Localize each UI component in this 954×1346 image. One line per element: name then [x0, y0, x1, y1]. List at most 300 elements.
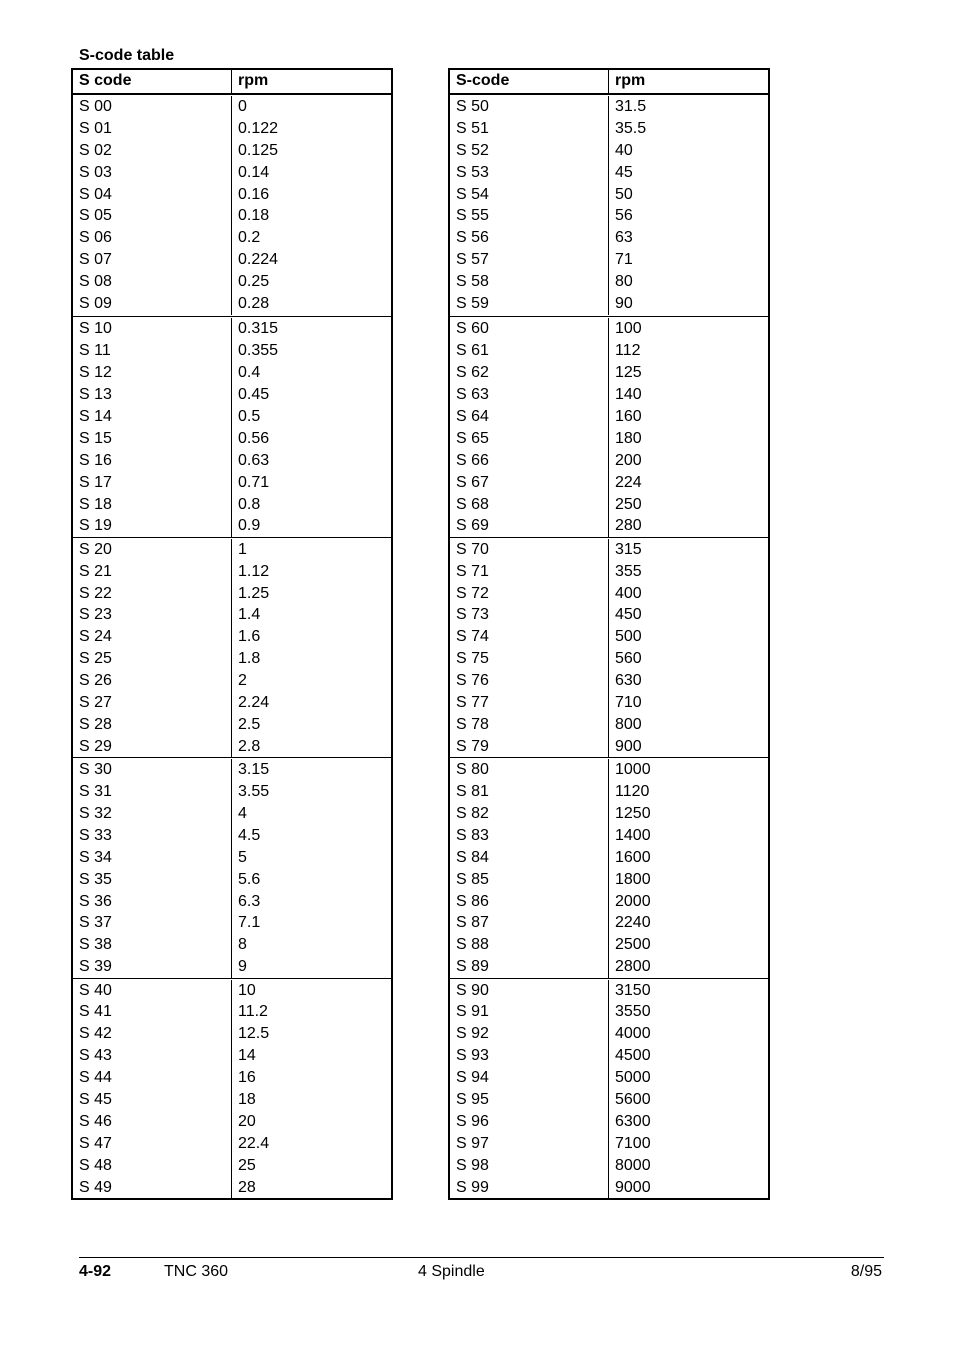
s-code-cell: S 94 — [450, 1067, 609, 1089]
s-code-cell: S 16 — [73, 450, 232, 472]
rpm-cell: 0.14 — [238, 163, 270, 181]
s-code-cell: S 54 — [450, 184, 609, 206]
table-row — [450, 1023, 768, 1045]
rpm-cell: 1400 — [615, 826, 651, 844]
rpm-cell: 0.4 — [238, 364, 261, 382]
s-code-cell: S 47 — [73, 1133, 232, 1155]
rpm-cell: 2.24 — [238, 694, 270, 712]
s-code-cell: S 34 — [73, 847, 232, 869]
row-group — [73, 757, 391, 977]
rpm-cell: 28 — [238, 1178, 256, 1196]
table-row — [73, 912, 391, 934]
rpm-cell: 5600 — [615, 1091, 651, 1109]
rpm-cell: 0.63 — [238, 451, 270, 469]
rpm-cell: 2.8 — [238, 737, 261, 755]
s-code-cell: S 46 — [73, 1111, 232, 1133]
s-code-cell: S 45 — [73, 1089, 232, 1111]
footer-divider — [79, 1257, 884, 1258]
s-code-cell: S 17 — [73, 472, 232, 494]
table-row — [73, 249, 391, 271]
s-code-cell: S 26 — [73, 670, 232, 692]
table-row — [450, 205, 768, 227]
table-row — [73, 847, 391, 869]
s-code-cell: S 79 — [450, 736, 609, 758]
rpm-cell: 0 — [238, 98, 247, 115]
rpm-cell: 1.25 — [238, 584, 270, 602]
table-row — [73, 1001, 391, 1023]
table-row — [450, 1089, 768, 1111]
rpm-cell: 1600 — [615, 848, 651, 866]
rpm-cell: 12.5 — [238, 1025, 270, 1043]
rpm-cell: 80 — [615, 273, 633, 291]
table-row — [73, 626, 391, 648]
row-group — [450, 96, 768, 316]
s-code-table-left — [71, 68, 393, 1200]
rpm-cell: 0.25 — [238, 273, 270, 291]
table-row — [73, 980, 391, 1002]
row-group — [73, 96, 391, 316]
s-code-cell: S 36 — [73, 891, 232, 913]
rpm-cell: 560 — [615, 650, 642, 668]
table-row — [450, 912, 768, 934]
table-row — [450, 1111, 768, 1133]
s-code-cell: S 30 — [73, 759, 232, 781]
table-row — [73, 450, 391, 472]
rpm-cell: 710 — [615, 694, 642, 712]
table-row — [450, 561, 768, 583]
rpm-cell: 1120 — [615, 783, 650, 801]
rpm-cell: 800 — [615, 715, 642, 733]
rpm-cell: 0.18 — [238, 207, 270, 225]
row-group — [73, 978, 391, 1198]
rpm-cell: 0.28 — [238, 295, 270, 313]
s-code-cell: S 61 — [450, 340, 609, 362]
s-code-cell: S 29 — [73, 736, 232, 758]
s-code-cell: S 19 — [73, 515, 232, 537]
rpm-cell: 160 — [615, 407, 642, 425]
table-row — [73, 736, 391, 758]
table-row — [73, 1155, 391, 1177]
s-code-cell: S 43 — [73, 1045, 232, 1067]
rpm-cell: 1.12 — [238, 562, 270, 580]
rpm-cell: 0.8 — [238, 495, 261, 513]
row-group — [450, 316, 768, 536]
s-code-cell: S 81 — [450, 781, 609, 803]
s-code-cell: S 33 — [73, 825, 232, 847]
rpm-cell: 14 — [238, 1047, 256, 1065]
rpm-cell: 0.56 — [238, 429, 270, 447]
table-row — [450, 140, 768, 162]
header-s-code: S-code — [450, 70, 609, 93]
rpm-cell: 2 — [238, 672, 247, 690]
table-row — [73, 604, 391, 626]
rpm-cell: 56 — [615, 207, 633, 225]
s-code-cell: S 09 — [73, 293, 232, 315]
table-row — [450, 956, 768, 978]
s-code-cell: S 05 — [73, 205, 232, 227]
s-code-cell: S 41 — [73, 1001, 232, 1023]
s-code-cell: S 63 — [450, 384, 609, 406]
table-row — [450, 869, 768, 891]
table-row — [73, 472, 391, 494]
s-code-cell: S 32 — [73, 803, 232, 825]
table-row — [450, 1067, 768, 1089]
rpm-cell: 2240 — [615, 914, 651, 932]
s-code-cell: S 65 — [450, 428, 609, 450]
table-row — [450, 162, 768, 184]
table-row — [73, 140, 391, 162]
rpm-cell: 4000 — [615, 1025, 651, 1043]
row-group — [450, 978, 768, 1198]
s-code-cell: S 44 — [73, 1067, 232, 1089]
footer-model: TNC 360 — [164, 1263, 229, 1280]
table-row — [450, 340, 768, 362]
s-code-cell: S 89 — [450, 956, 609, 978]
rpm-cell: 5 — [238, 848, 247, 866]
table-row — [73, 271, 391, 293]
s-code-table-right — [448, 68, 770, 1200]
rpm-cell: 0.315 — [238, 320, 279, 338]
table-row — [450, 184, 768, 206]
rpm-cell: 31.5 — [615, 98, 647, 115]
rpm-cell: 71 — [615, 251, 633, 269]
rpm-cell: 0.45 — [238, 386, 270, 404]
s-code-cell: S 99 — [450, 1177, 609, 1199]
table-row — [450, 384, 768, 406]
rpm-cell: 4500 — [615, 1047, 651, 1065]
table-row — [450, 781, 768, 803]
s-code-cell: S 03 — [73, 162, 232, 184]
table-row — [73, 803, 391, 825]
rpm-cell: 0.9 — [238, 517, 261, 535]
rpm-cell: 1800 — [615, 870, 651, 888]
table-row — [73, 648, 391, 670]
rpm-cell: 16 — [238, 1069, 256, 1087]
table-row — [450, 891, 768, 913]
table-row — [450, 362, 768, 384]
s-code-cell: S 84 — [450, 847, 609, 869]
s-code-cell: S 07 — [73, 249, 232, 271]
s-code-cell: S 73 — [450, 604, 609, 626]
rpm-cell: 3.55 — [238, 783, 270, 801]
rpm-cell: 400 — [615, 584, 642, 602]
s-code-cell: S 72 — [450, 583, 609, 605]
table-body — [450, 96, 768, 1198]
table-row — [73, 583, 391, 605]
s-code-cell: S 76 — [450, 670, 609, 692]
s-code-cell: S 04 — [73, 184, 232, 206]
s-code-cell: S 48 — [73, 1155, 232, 1177]
s-code-cell: S 02 — [73, 140, 232, 162]
s-code-cell: S 00 — [73, 96, 232, 118]
s-code-cell: S 12 — [73, 362, 232, 384]
s-code-cell: S 64 — [450, 406, 609, 428]
s-code-cell: S 24 — [73, 626, 232, 648]
rpm-cell: 1000 — [615, 761, 651, 779]
table-row — [450, 648, 768, 670]
rpm-cell: 6300 — [615, 1112, 651, 1130]
s-code-cell: S 90 — [450, 980, 609, 1002]
rpm-cell: 63 — [615, 229, 633, 247]
s-code-cell: S 37 — [73, 912, 232, 934]
table-row — [73, 318, 391, 340]
row-group — [450, 537, 768, 757]
s-code-cell: S 14 — [73, 406, 232, 428]
section-title: S-code table — [79, 47, 175, 64]
rpm-cell: 1250 — [615, 804, 651, 822]
table-row — [450, 583, 768, 605]
footer-date: 8/95 — [850, 1263, 882, 1280]
rpm-cell: 11.2 — [238, 1003, 268, 1021]
rpm-cell: 2500 — [615, 936, 651, 954]
s-code-cell: S 10 — [73, 318, 232, 340]
s-code-cell: S 31 — [73, 781, 232, 803]
table-row — [450, 515, 768, 537]
table-row — [450, 692, 768, 714]
row-group — [450, 757, 768, 977]
rpm-cell: 125 — [615, 364, 642, 382]
header-s-code: S code — [73, 70, 232, 93]
header-rpm: rpm — [615, 72, 646, 89]
s-code-cell: S 01 — [73, 118, 232, 140]
table-row — [450, 825, 768, 847]
table-row — [73, 118, 391, 140]
s-code-cell: S 38 — [73, 934, 232, 956]
s-code-cell: S 71 — [450, 561, 609, 583]
s-code-cell: S 06 — [73, 227, 232, 249]
s-code-cell: S 80 — [450, 759, 609, 781]
table-row — [450, 271, 768, 293]
table-row — [73, 759, 391, 781]
rpm-cell: 4.5 — [238, 826, 261, 844]
rpm-cell: 100 — [615, 320, 642, 338]
s-code-cell: S 25 — [73, 648, 232, 670]
s-code-cell: S 55 — [450, 205, 609, 227]
table-row — [73, 362, 391, 384]
table-header — [73, 70, 391, 95]
rpm-cell: 0.16 — [238, 185, 270, 203]
table-row — [450, 1045, 768, 1067]
rpm-cell: 450 — [615, 606, 642, 624]
s-code-cell: S 92 — [450, 1023, 609, 1045]
s-code-cell: S 70 — [450, 539, 609, 561]
s-code-cell: S 11 — [73, 340, 232, 362]
table-row — [450, 293, 768, 315]
s-code-cell: S 69 — [450, 515, 609, 537]
s-code-cell: S 98 — [450, 1155, 609, 1177]
table-row — [73, 1045, 391, 1067]
table-row — [450, 1001, 768, 1023]
s-code-cell: S 13 — [73, 384, 232, 406]
table-row — [73, 340, 391, 362]
s-code-cell: S 60 — [450, 318, 609, 340]
s-code-cell: S 23 — [73, 604, 232, 626]
table-row — [73, 184, 391, 206]
s-code-cell: S 40 — [73, 980, 232, 1002]
s-code-cell: S 57 — [450, 249, 609, 271]
table-row — [73, 96, 391, 118]
table-header — [450, 70, 768, 95]
page-number: 4-92 — [79, 1263, 112, 1280]
s-code-cell: S 66 — [450, 450, 609, 472]
table-row — [450, 96, 768, 118]
table-row — [450, 626, 768, 648]
s-code-cell: S 28 — [73, 714, 232, 736]
rpm-cell: 1.4 — [238, 606, 261, 624]
s-code-cell: S 27 — [73, 692, 232, 714]
table-row — [73, 1067, 391, 1089]
table-row — [450, 1155, 768, 1177]
rpm-cell: 7100 — [615, 1134, 651, 1152]
s-code-cell: S 67 — [450, 472, 609, 494]
s-code-cell: S 82 — [450, 803, 609, 825]
rpm-cell: 280 — [615, 517, 642, 535]
table-row — [450, 494, 768, 516]
rpm-cell: 8000 — [615, 1156, 651, 1174]
table-row — [450, 980, 768, 1002]
table-row — [73, 1089, 391, 1111]
rpm-cell: 0.2 — [238, 229, 261, 247]
table-row — [450, 406, 768, 428]
s-code-cell: S 78 — [450, 714, 609, 736]
table-row — [73, 825, 391, 847]
rpm-cell: 40 — [615, 141, 633, 159]
s-code-cell: S 91 — [450, 1001, 609, 1023]
table-row — [73, 227, 391, 249]
table-row — [450, 736, 768, 758]
rpm-cell: 0.122 — [238, 119, 279, 137]
s-code-cell: S 18 — [73, 494, 232, 516]
table-row — [450, 318, 768, 340]
rpm-cell: 0.125 — [238, 141, 279, 159]
table-row — [450, 227, 768, 249]
s-code-cell: S 53 — [450, 162, 609, 184]
table-row — [73, 428, 391, 450]
table-row — [73, 714, 391, 736]
s-code-cell: S 85 — [450, 869, 609, 891]
table-row — [73, 670, 391, 692]
s-code-cell: S 21 — [73, 561, 232, 583]
table-row — [73, 205, 391, 227]
table-row — [73, 1177, 391, 1199]
table-row — [73, 561, 391, 583]
table-row — [73, 1023, 391, 1045]
table-row — [73, 406, 391, 428]
rpm-cell: 9 — [238, 958, 247, 976]
rpm-cell: 2.5 — [238, 715, 261, 733]
table-row — [73, 934, 391, 956]
table-row — [73, 869, 391, 891]
rpm-cell: 22.4 — [238, 1134, 270, 1152]
rpm-cell: 5.6 — [238, 870, 261, 888]
table-row — [450, 450, 768, 472]
table-row — [73, 692, 391, 714]
s-code-cell: S 50 — [450, 96, 609, 118]
rpm-cell: 25 — [238, 1156, 256, 1174]
table-row — [73, 293, 391, 315]
table-row — [73, 781, 391, 803]
footer-chapter: 4 Spindle — [418, 1263, 485, 1280]
rpm-cell: 200 — [615, 451, 642, 469]
table-row — [450, 1177, 768, 1199]
s-code-cell: S 35 — [73, 869, 232, 891]
s-code-cell: S 62 — [450, 362, 609, 384]
rpm-cell: 630 — [615, 672, 642, 690]
table-row — [73, 891, 391, 913]
s-code-cell: S 49 — [73, 1177, 232, 1199]
table-row — [73, 1111, 391, 1133]
rpm-cell: 20 — [238, 1112, 256, 1130]
rpm-cell: 90 — [615, 295, 633, 313]
s-code-cell: S 58 — [450, 271, 609, 293]
rpm-cell: 0.355 — [238, 342, 279, 360]
table-row — [450, 118, 768, 140]
s-code-cell: S 22 — [73, 583, 232, 605]
rpm-cell: 35.5 — [615, 119, 647, 137]
s-code-cell: S 75 — [450, 648, 609, 670]
rpm-cell: 2800 — [615, 958, 651, 976]
rpm-cell: 0.5 — [238, 407, 261, 425]
s-code-cell: S 77 — [450, 692, 609, 714]
table-row — [73, 515, 391, 537]
table-row — [73, 539, 391, 561]
s-code-cell: S 86 — [450, 891, 609, 913]
rpm-cell: 355 — [615, 562, 642, 580]
rpm-cell: 112 — [615, 342, 641, 360]
s-code-cell: S 56 — [450, 227, 609, 249]
rpm-cell: 8 — [238, 936, 247, 954]
rpm-cell: 3150 — [615, 981, 651, 999]
s-code-cell: S 39 — [73, 956, 232, 978]
header-rpm: rpm — [238, 72, 269, 89]
rpm-cell: 1.8 — [238, 650, 261, 668]
table-row — [73, 1133, 391, 1155]
table-row — [73, 494, 391, 516]
rpm-cell: 18 — [238, 1091, 256, 1109]
rpm-cell: 45 — [615, 163, 633, 181]
table-body — [73, 96, 391, 1198]
rpm-cell: 500 — [615, 628, 642, 646]
rpm-cell: 180 — [615, 429, 642, 447]
table-row — [73, 956, 391, 978]
table-row — [450, 428, 768, 450]
rpm-cell: 315 — [615, 540, 642, 558]
table-row — [450, 847, 768, 869]
table-row — [450, 714, 768, 736]
s-code-cell: S 68 — [450, 494, 609, 516]
table-row — [450, 472, 768, 494]
table-row — [73, 384, 391, 406]
rpm-cell: 3550 — [615, 1003, 651, 1021]
s-code-cell: S 08 — [73, 271, 232, 293]
table-row — [73, 162, 391, 184]
s-code-cell: S 95 — [450, 1089, 609, 1111]
rpm-cell: 0.71 — [238, 473, 270, 491]
rpm-cell: 0.224 — [238, 251, 279, 269]
rpm-cell: 1 — [238, 540, 247, 558]
s-code-cell: S 74 — [450, 626, 609, 648]
table-row — [450, 1133, 768, 1155]
table-row — [450, 249, 768, 271]
s-code-cell: S 93 — [450, 1045, 609, 1067]
rpm-cell: 1.6 — [238, 628, 261, 646]
s-code-cell: S 87 — [450, 912, 609, 934]
s-code-cell: S 20 — [73, 539, 232, 561]
s-code-cell: S 96 — [450, 1111, 609, 1133]
rpm-cell: 140 — [615, 386, 642, 404]
s-code-cell: S 52 — [450, 140, 609, 162]
rpm-cell: 9000 — [615, 1178, 651, 1196]
